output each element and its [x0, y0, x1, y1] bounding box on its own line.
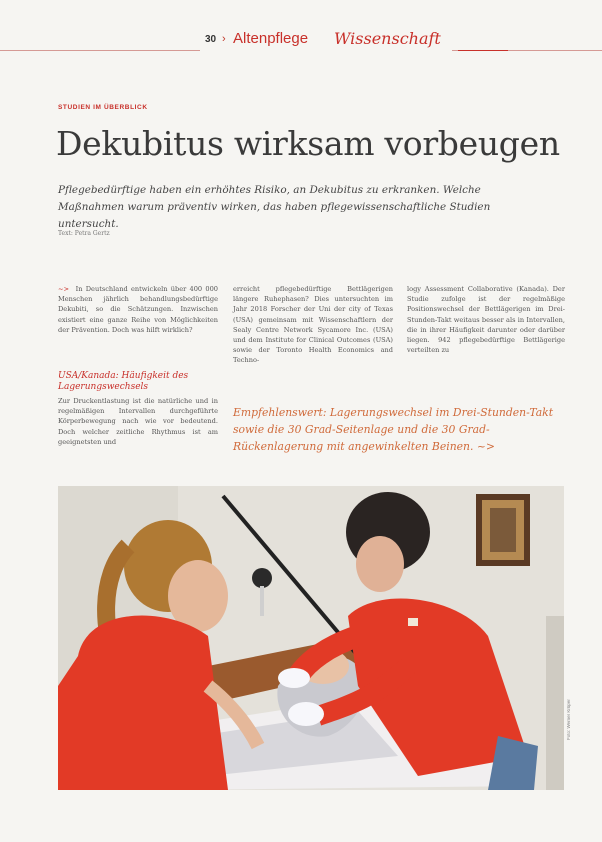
photo-credit: Foto: Werner Krüper: [566, 699, 571, 740]
column-2: [233, 284, 393, 366]
column-2-body: erreicht pflegebedürftige Bettlägerigen längere Ruhephasen? Dies untersuchten im Jahr 2018 Forscher der Uni der city of Texas (USA) gemeinsam mit Wissenschaftlern der Sealy Centre Network Sycamore Inc. (USA) und dem Institute for Clinical Outcomes (USA) sowie der Toronto Health Economics and Techno-: [233, 285, 393, 365]
intro-text: In Deutschland entwickeln über 400 000 Menschen jährlich behandlungsbedürftige Dekubiti, so die Schätzungen. Inzwischen existiert eine ganze Reihe von Möglichkeiten der Prävention. Doch was hilft wirklich?: [58, 285, 218, 334]
paragraph-ornament-icon: ~>: [58, 285, 70, 293]
column-1-body: Zur Druckentlastung ist die natürliche und in regelmäßigen Intervallen durchgeführte Körperbewegung nach wie vor bedeutend. Doch welcher zeitliche Rhythmus ist am geeignetsten und: [58, 397, 218, 446]
column-3-body: logy Assessment Collaborative (Kanada). Der Studie zufolge ist der regelmäßige Positionswechsel der Bettlägerigen im Drei-Stunden-Takt weitaus besser als in Intervallen, die in ihrer Häufigkeit darunter oder darüber liegen. 942 pflegebedürftige Bettlägerige verteilten zu: [407, 285, 565, 355]
article-kicker: STUDIEN IM ÜBERBLICK: [58, 104, 148, 111]
pull-quote-text: Empfehlenswert: Lagerungswechsel im Drei-Stunden-Takt sowie die 30 Grad-Seitenlage und die 30 Grad-Rückenlagerung mit angewinkelten Beinen.: [233, 406, 554, 453]
column-3: [407, 284, 565, 355]
header-rule-left: [0, 50, 200, 51]
column-1-intro: [58, 284, 218, 335]
caregivers-repositioning-patient-illustration: [58, 486, 564, 790]
article-byline: Text: Petra Gertz: [58, 230, 110, 237]
magazine-name: Altenpflege: [233, 30, 309, 47]
page-number: 30: [205, 34, 217, 45]
section-name: Wissenschaft: [334, 29, 441, 48]
article-title: Dekubitus wirksam vorbeugen: [56, 124, 560, 163]
article-photo: [58, 486, 564, 790]
article-lead: Pflegebedürftige haben ein erhöhtes Risiko, an Dekubitus zu erkranken. Welche Maßnahmen warum präventiv wirken, das haben pflegewissenschaftliche Studien untersucht.: [58, 184, 491, 230]
column-1-subhead: USA/Kanada: Häufigkeit des Lagerungswechsels: [58, 371, 189, 392]
header-separator: ›: [222, 33, 226, 45]
header-accent-rule: [458, 50, 508, 51]
page-header: [0, 28, 602, 52]
pull-quote: [233, 404, 563, 455]
pull-quote-ornament-icon: ~>: [476, 440, 495, 453]
